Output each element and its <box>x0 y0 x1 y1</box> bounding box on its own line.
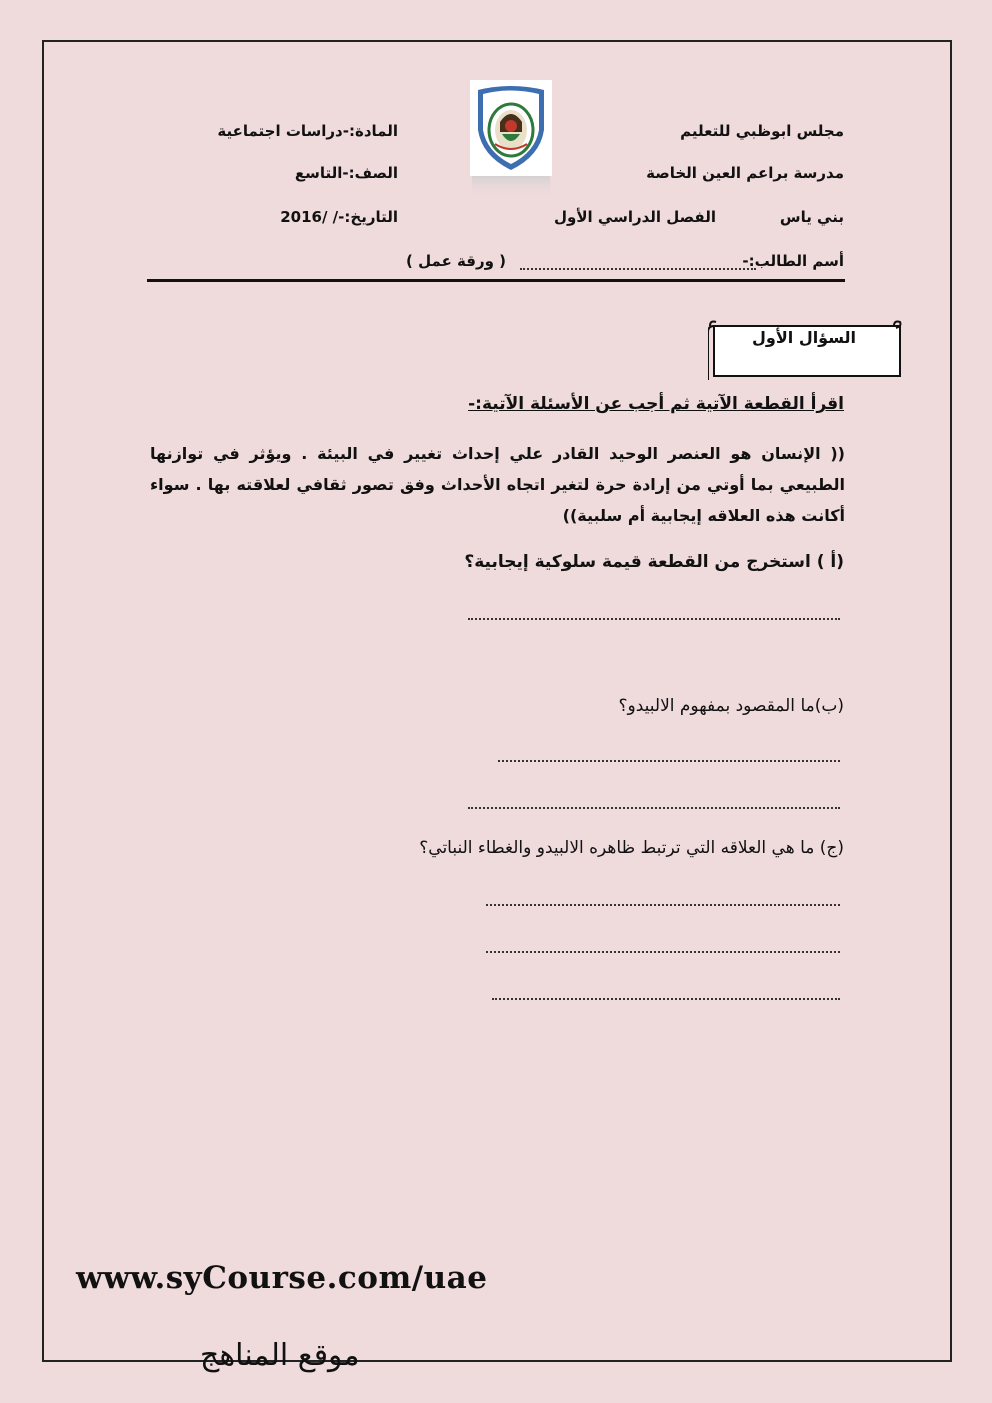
subject-label: المادة:-دراسات اجتماعية <box>217 122 398 140</box>
answer-line-b1[interactable] <box>498 760 840 762</box>
council-name: مجلس ابوظبي للتعليم <box>680 122 844 140</box>
location-label: بني ياس <box>779 208 844 226</box>
semester-label: الفصل الدراسي الأول <box>554 208 716 226</box>
question-a: (أ ) استخرج من القطعة قيمة سلوكية إيجابية؟ <box>464 552 844 572</box>
watermark-arabic: موقع المناهج <box>200 1338 360 1373</box>
answer-line-c1[interactable] <box>486 904 840 906</box>
answer-line-b2[interactable] <box>468 807 840 809</box>
question-b: (ب)ما المقصود بمفهوم الالبيدو؟ <box>618 696 844 716</box>
answer-line-c2[interactable] <box>486 951 840 953</box>
answer-line-c3[interactable] <box>492 998 840 1000</box>
worksheet-label: ( ورقة عمل ) <box>406 252 506 270</box>
question-c: (ج) ما هي العلاقه التي ترتبط ظاهره الالبيدو والغطاء النباتي؟ <box>419 838 844 858</box>
school-name: مدرسة براعم العين الخاصة <box>646 164 844 182</box>
question-title: السؤال الأول <box>752 328 856 347</box>
header-divider <box>147 279 845 282</box>
school-logo-icon <box>470 80 552 198</box>
answer-line-a1[interactable] <box>468 618 840 620</box>
watermark-url: www.syCourse.com/uae <box>76 1260 488 1296</box>
student-name-line[interactable] <box>520 268 756 270</box>
instruction-text: اقرأ القطعة الآتية ثم أجب عن الأسئلة الآتية:- <box>468 394 844 414</box>
grade-label: الصف:-التاسع <box>294 164 398 182</box>
student-name-label: أسم الطالب:- <box>742 252 844 270</box>
reading-passage: (( الإنسان هو العنصر الوحيد القادر علي إحداث تغيير في البيئة . ويؤثر في توازنها الطبيعي بما أوتي من إرادة حرة لتغير اتجاه الأحداث وفق تصور ثقافي لعلاقته بها . سواء أكانت هذه العلاقه إيجابية أم سلبية)) <box>150 444 845 525</box>
date-label: التاريخ:-/ /2016 <box>280 208 398 226</box>
